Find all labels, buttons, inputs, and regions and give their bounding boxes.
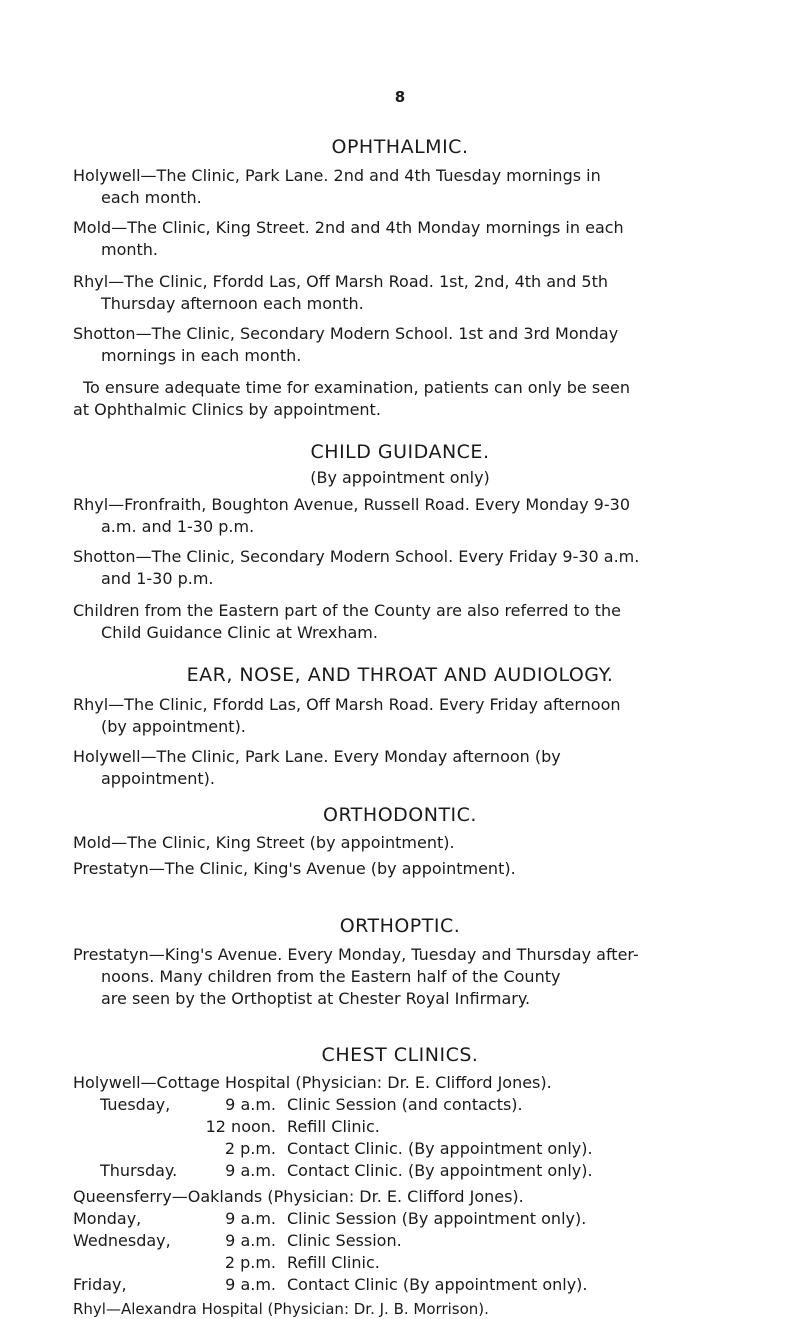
chest-row-time: 9 a.m. xyxy=(225,1095,276,1114)
chest-row-desc: Clinic Session (By appointment only). xyxy=(287,1209,587,1228)
chest-row-day: Tuesday, xyxy=(100,1095,171,1114)
ophthalmic-entry-mold: Mold—The Clinic, King Street. 2nd and 4th Monday mornings in each month. xyxy=(73,218,624,259)
chest-row-desc: Contact Clinic. (By appointment only). xyxy=(287,1161,593,1180)
chest-row-time: 2 p.m. xyxy=(224,1139,276,1158)
orthodontic-entry-mold: Mold—The Clinic, King Street (by appointment). xyxy=(73,833,455,852)
chest-row-desc: Contact Clinic. (By appointment only). xyxy=(287,1139,593,1158)
orthodontic-heading: ORTHODONTIC. xyxy=(323,804,477,826)
chest-clinics-heading: CHEST CLINICS. xyxy=(321,1044,479,1066)
child-guidance-note: Children from the Eastern part of the County are also referred to the Child Guidance Clinic at Wrexham. xyxy=(73,601,622,642)
orthoptic-heading: ORTHOPTIC. xyxy=(339,915,461,937)
chest-row-time: 9 a.m. xyxy=(225,1231,276,1250)
chest-row-time: 12 noon. xyxy=(205,1117,276,1136)
chest-row-time: 9 a.m. xyxy=(225,1275,276,1294)
chest-row-day: Wednesday, xyxy=(73,1231,171,1250)
chest-row-time: 9 a.m. xyxy=(225,1209,276,1228)
chest-row-desc: Refill Clinic. xyxy=(287,1253,380,1272)
orthodontic-entry-prestatyn: Prestatyn—The Clinic, King's Avenue (by appointment). xyxy=(73,859,516,878)
ophthalmic-entry-shotton: Shotton—The Clinic, Secondary Modern School. 1st and 3rd Monday mornings in each month. xyxy=(73,324,619,365)
child-guidance-entry-shotton: Shotton—The Clinic, Secondary Modern School. Every Friday 9-30 a.m. and 1-30 p.m. xyxy=(73,547,640,588)
chest-rhyl-header: Rhyl—Alexandra Hospital (Physician: Dr. J. B. Morrison). xyxy=(73,1300,489,1318)
chest-holywell-header: Holywell—Cottage Hospital (Physician: Dr. E. Clifford Jones). xyxy=(73,1073,552,1092)
ent-entry-rhyl: Rhyl—The Clinic, Ffordd Las, Off Marsh Road. Every Friday afternoon (by appointment). xyxy=(73,695,621,736)
chest-row-desc: Contact Clinic (By appointment only). xyxy=(287,1275,588,1294)
orthoptic-entry-prestatyn: Prestatyn—King's Avenue. Every Monday, Tuesday and Thursday after- noons. Many children from the Eastern half of the County are seen by the Orthoptist at Chester Royal Infirmary. xyxy=(73,945,639,1008)
ophthalmic-heading: OPHTHALMIC. xyxy=(331,136,469,158)
chest-row-day: Friday, xyxy=(73,1275,127,1294)
child-guidance-entry-rhyl: Rhyl—Fronfraith, Boughton Avenue, Russell Road. Every Monday 9-30 a.m. and 1-30 p.m. xyxy=(73,495,630,536)
page-number: 8 xyxy=(394,88,406,106)
chest-row-time: 2 p.m. xyxy=(224,1253,276,1272)
chest-row-day: Monday, xyxy=(73,1209,142,1228)
chest-row-day: Thursday. xyxy=(100,1161,178,1180)
chest-row-desc: Clinic Session (and contacts). xyxy=(287,1095,523,1114)
child-guidance-heading: CHILD GUIDANCE. xyxy=(310,441,490,463)
chest-row-desc: Refill Clinic. xyxy=(287,1117,380,1136)
ent-heading: EAR, NOSE, AND THROAT AND AUDIOLOGY. xyxy=(186,664,614,686)
ent-entry-holywell: Holywell—The Clinic, Park Lane. Every Monday afternoon (by appointment). xyxy=(73,747,561,788)
chest-row-time: 9 a.m. xyxy=(225,1161,276,1180)
ophthalmic-entry-holywell: Holywell—The Clinic, Park Lane. 2nd and 4th Tuesday mornings in each month. xyxy=(73,166,601,207)
child-guidance-subtitle: (By appointment only) xyxy=(310,468,490,487)
chest-row-desc: Clinic Session. xyxy=(287,1231,402,1250)
chest-queensferry-header: Queensferry—Oaklands (Physician: Dr. E. Clifford Jones). xyxy=(73,1187,524,1206)
ophthalmic-note: To ensure adequate time for examination, patients can only be seen at Ophthalmic Clinics by appointment. xyxy=(73,378,630,419)
ophthalmic-entry-rhyl: Rhyl—The Clinic, Ffordd Las, Off Marsh Road. 1st, 2nd, 4th and 5th Thursday afternoon each month. xyxy=(73,272,609,313)
